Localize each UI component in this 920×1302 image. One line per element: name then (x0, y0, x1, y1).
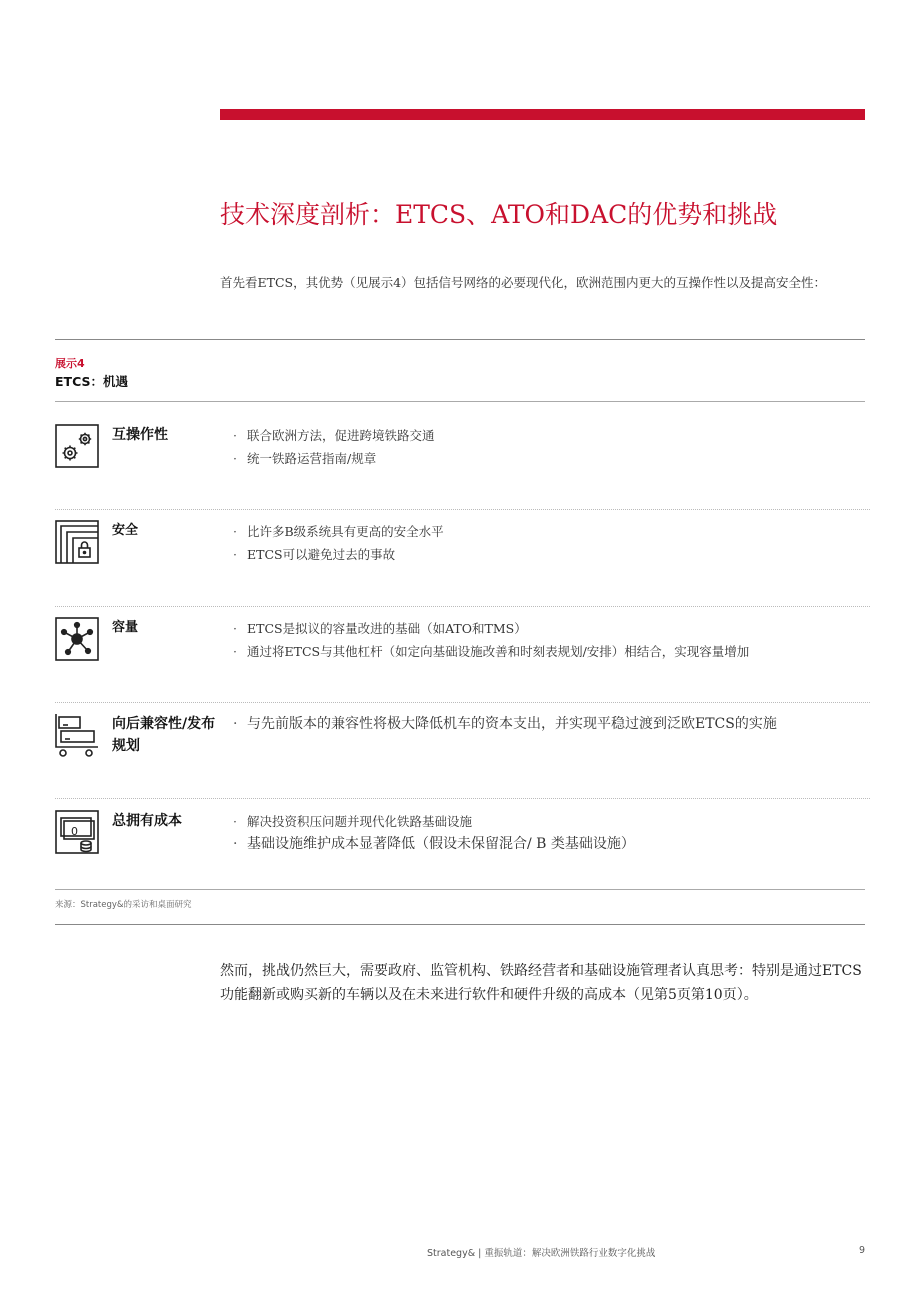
lock-icon (55, 520, 97, 562)
accent-bar (220, 109, 865, 120)
bullet-item: · 联合欧洲方法，促进跨境铁路交通 (233, 424, 435, 447)
row-heading: 互操作性 (112, 427, 168, 443)
exhibit-top-rule (55, 339, 865, 340)
row-divider (55, 798, 870, 799)
row-divider (55, 702, 870, 703)
body-paragraph: 然而，挑战仍然巨大，需要政府、监管机构、铁路经营者和基础设施管理者认真思考：特别是通过ETCS功能翻新或购买新的车辆以及在未来进行软件和硬件升级的高成本（见第5页第10页）。 (220, 963, 862, 1003)
row-heading: 安全 (112, 523, 139, 538)
bullet-item: · 与先前版本的兼容性将极大降低机车的资本支出，并实现平稳过渡到泛欧ETCS的实施 (233, 713, 777, 736)
row-bullets (233, 424, 435, 470)
section-rule (55, 924, 865, 925)
row-bullets (233, 713, 777, 736)
page-title: 技术深度剖析：ETCS、ATO和DAC的优势和挑战 (220, 200, 778, 229)
page-footer: Strategy& | 重振轨道：解决欧洲铁路行业数字化挑战 (427, 1248, 656, 1259)
exhibit-source: 来源：Strategy&的采访和桌面研究 (55, 900, 192, 910)
row-divider (55, 509, 870, 510)
exhibit-title: ETCS：机遇 (55, 374, 128, 389)
row-divider (55, 606, 870, 607)
svg-text:0: 0 (71, 825, 78, 838)
bullet-item: · 比许多B级系统具有更高的安全水平 (233, 520, 444, 543)
bullet-item: · ETCS可以避免过去的事故 (233, 543, 444, 566)
exhibit-bottom-rule (55, 889, 865, 890)
bullet-item: · 统一铁路运营指南/规章 (233, 447, 435, 470)
row-bullets (233, 810, 635, 856)
row-heading: 容量 (112, 620, 139, 635)
row-bullets (233, 617, 749, 663)
gears-icon (55, 424, 97, 466)
row-heading: 总拥有成本 (112, 813, 182, 829)
bullet-item: · 解决投资积压问题并现代化铁路基础设施 (233, 810, 635, 833)
page-number: 9 (858, 1245, 865, 1256)
cart-icon (55, 713, 97, 755)
row-bullets (233, 520, 444, 566)
bullet-item: · 基础设施维护成本显著降低（假设未保留混合/ B 类基础设施） (233, 833, 635, 856)
network-icon (55, 617, 97, 659)
exhibit-header-rule (55, 401, 865, 402)
exhibit-label: 展示4 (55, 357, 85, 370)
row-heading: 向后兼容性/发布规划 (112, 716, 216, 754)
intro-text: 首先看ETCS，其优势（见展示4）包括信号网络的必要现代化，欧洲范围内更大的互操作性以及提高安全性： (220, 275, 827, 290)
money-icon (55, 810, 97, 852)
bullet-item: · 通过将ETCS与其他杠杆（如定向基础设施改善和时刻表规划/安排）相结合，实现容量增加 (233, 640, 749, 663)
bullet-item: · ETCS是拟议的容量改进的基础（如ATO和TMS） (233, 617, 749, 640)
